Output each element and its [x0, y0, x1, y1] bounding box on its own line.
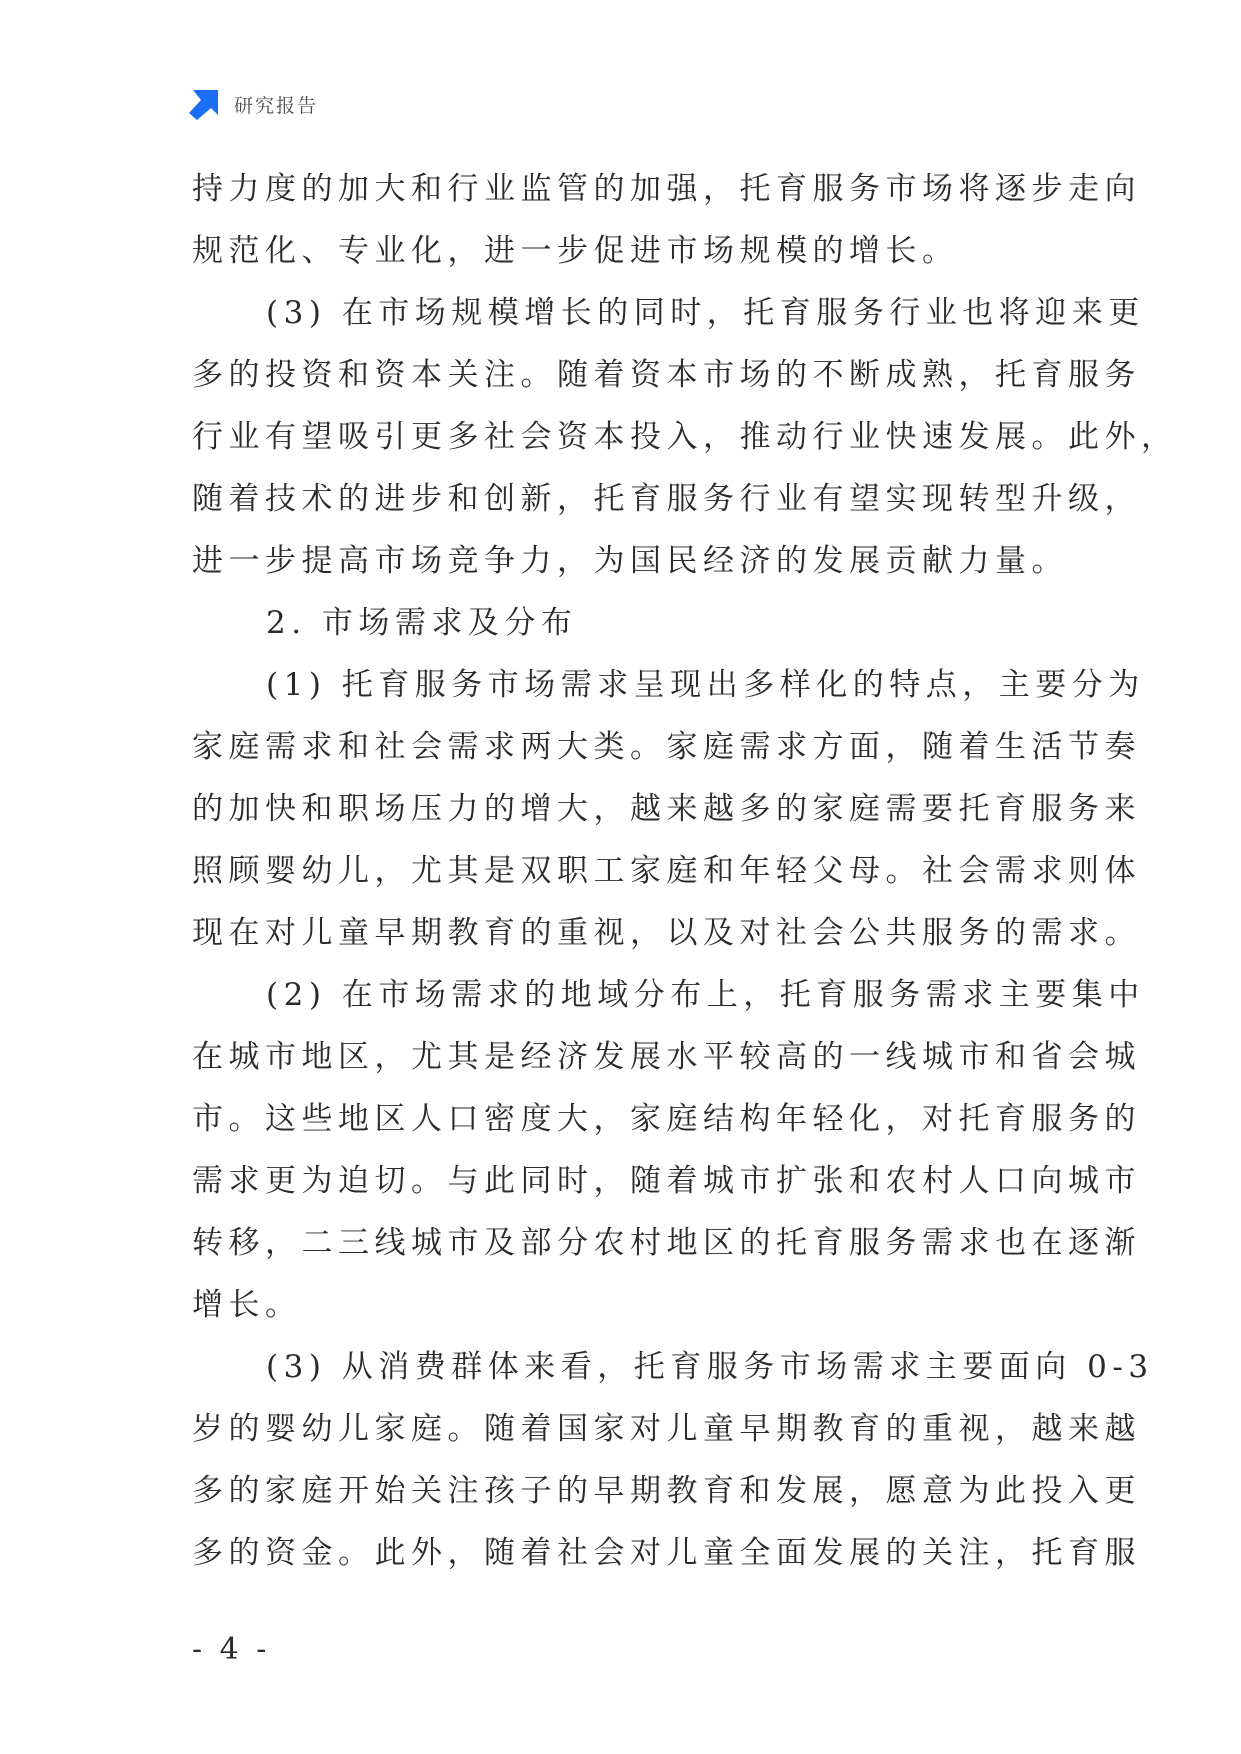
text-line: 的加快和职场压力的增大，越来越多的家庭需要托育服务来	[192, 791, 1141, 827]
header-title: 研究报告	[234, 94, 319, 117]
text-line: 转移，二三线城市及部分农村地区的托育服务需求也在逐渐	[192, 1225, 1141, 1261]
text-line: (3) 从消费群体来看，托育服务市场需求主要面向 0-3	[266, 1349, 1154, 1385]
text-line: (3) 在市场规模增长的同时，托育服务行业也将迎来更	[266, 295, 1145, 331]
text-line: 持力度的加大和行业监管的加强，托育服务市场将逐步走向	[192, 171, 1141, 207]
text-line: 在城市地区，尤其是经济发展水平较高的一线城市和省会城	[192, 1039, 1141, 1075]
text-line: 多的家庭开始关注孩子的早期教育和发展，愿意为此投入更	[192, 1473, 1141, 1509]
text-line: (2) 在市场需求的地域分布上，托育服务需求主要集中	[266, 977, 1145, 1013]
text-line: 市。这些地区人口密度大，家庭结构年轻化，对托育服务的	[192, 1101, 1141, 1137]
text-line: 现在对儿童早期教育的重视，以及对社会公共服务的需求。	[192, 915, 1141, 951]
text-line: 照顾婴幼儿，尤其是双职工家庭和年轻父母。社会需求则体	[192, 853, 1141, 889]
page-header	[188, 86, 318, 122]
text-line: 多的资金。此外，随着社会对儿童全面发展的关注，托育服	[192, 1535, 1141, 1571]
text-line: 家庭需求和社会需求两大类。家庭需求方面，随着生活节奏	[192, 729, 1141, 765]
text-line: 2. 市场需求及分布	[266, 605, 578, 641]
text-line: 行业有望吸引更多社会资本投入，推动行业快速发展。此外，	[192, 419, 1178, 455]
text-line: 岁的婴幼儿家庭。随着国家对儿童早期教育的重视，越来越	[192, 1411, 1141, 1447]
text-line: (1) 托育服务市场需求呈现出多样化的特点，主要分为	[266, 667, 1145, 703]
text-line: 需求更为迫切。与此同时，随着城市扩张和农村人口向城市	[192, 1163, 1141, 1199]
arrow-up-right-icon	[188, 88, 220, 120]
text-line: 多的投资和资本关注。随着资本市场的不断成熟，托育服务	[192, 357, 1141, 393]
text-line: 随着技术的进步和创新，托育服务行业有望实现转型升级，	[192, 481, 1141, 517]
text-line: 规范化、专业化，进一步促进市场规模的增长。	[192, 233, 959, 269]
document-body	[192, 158, 1178, 1584]
text-line: 增长。	[192, 1287, 302, 1323]
page-number: - 4 -	[192, 1632, 271, 1667]
text-line: 进一步提高市场竞争力，为国民经济的发展贡献力量。	[192, 543, 1068, 579]
